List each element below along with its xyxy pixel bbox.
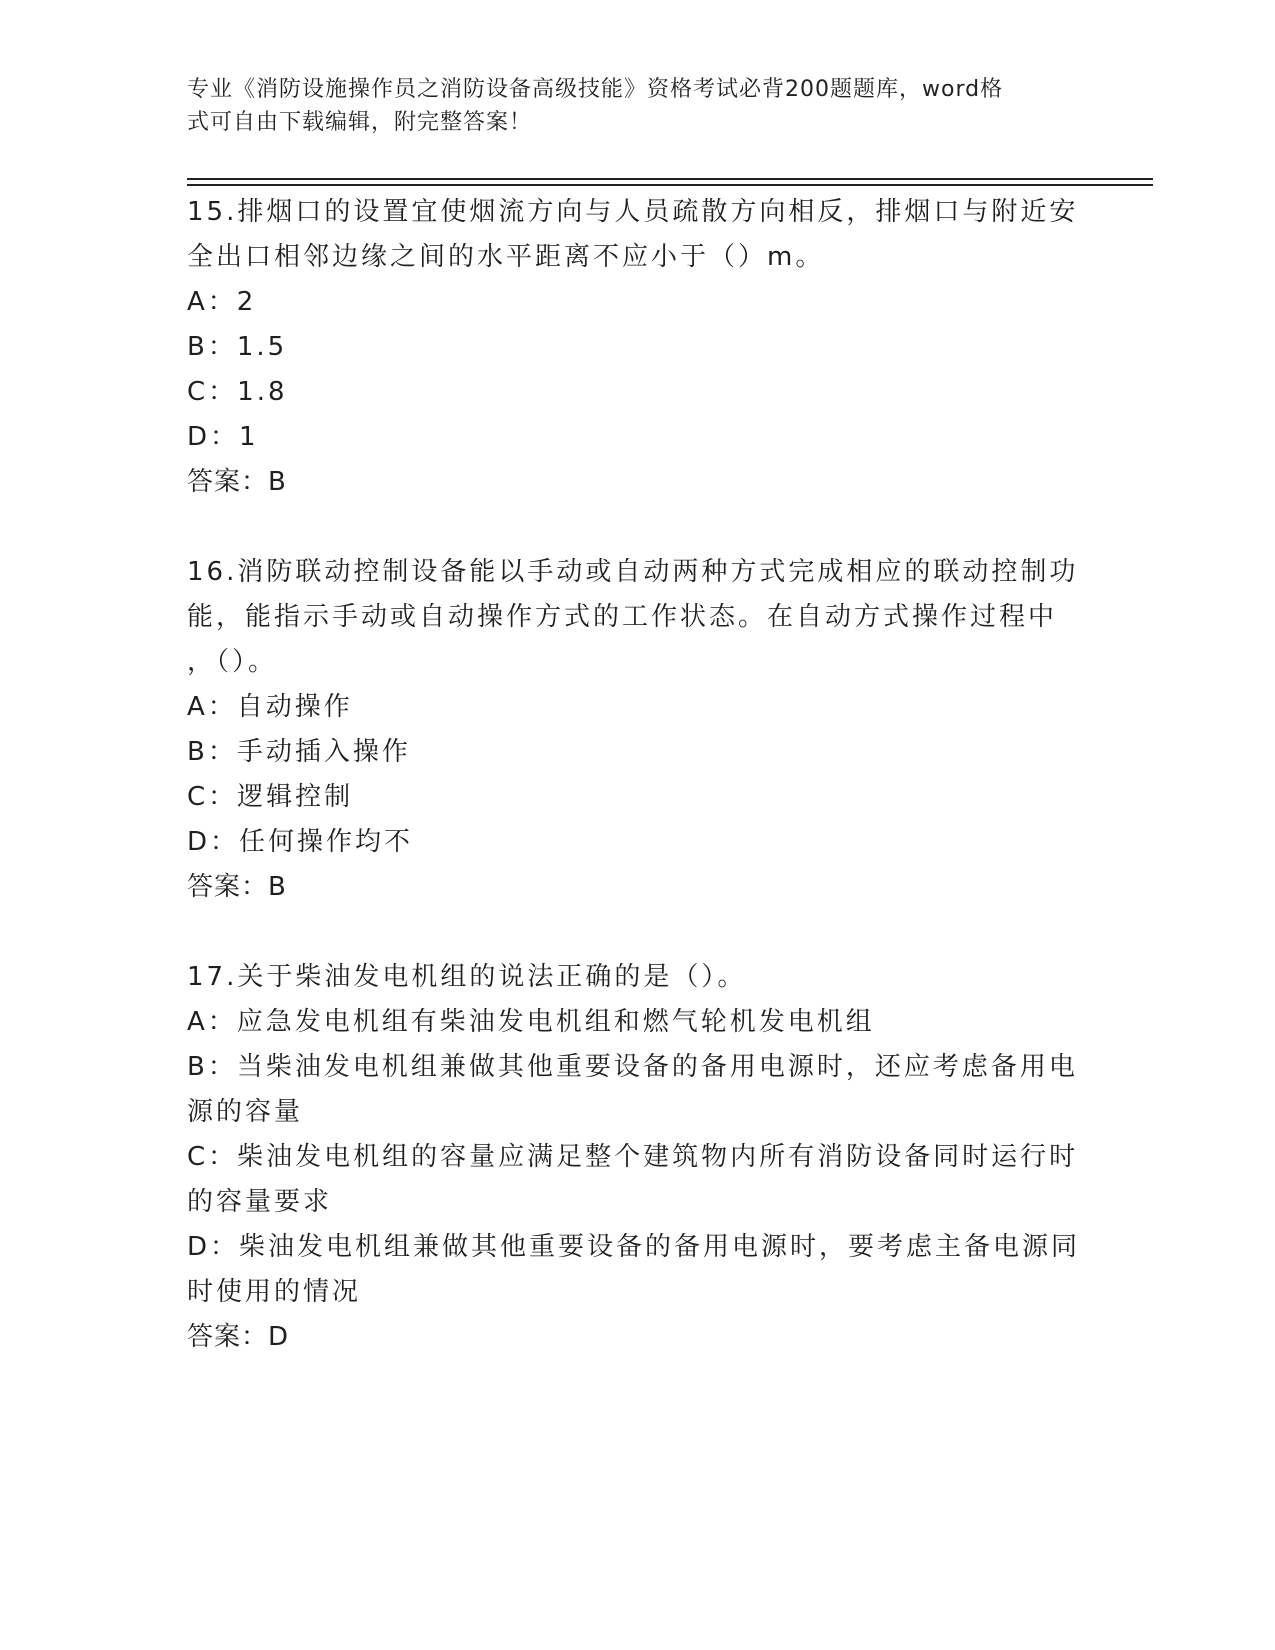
option-b: B：1.5 [187, 332, 288, 362]
header-divider-top [187, 178, 1153, 180]
question-15 [187, 190, 1087, 505]
header-line-2: 式可自由下载编辑，附完整答案！ [187, 110, 533, 135]
answer-line: 答案：B [187, 872, 287, 902]
answer-line: 答案：D [187, 1322, 290, 1352]
option-b: B：当柴油发电机组兼做其他重要设备的备用电源时，还应考虑备用电 [187, 1052, 1078, 1082]
question-spacer [187, 505, 1087, 550]
header-line-1: 专业《消防设施操作员之消防设备高级技能》资格考试必背200题题库，word格 [187, 77, 1004, 102]
option-d: D：1 [187, 422, 259, 452]
option-c-continued: 的容量要求 [187, 1187, 333, 1217]
option-a: A：应急发电机组有柴油发电机组和燃气轮机发电机组 [187, 1007, 875, 1037]
option-b: B：手动插入操作 [187, 737, 411, 767]
option-d-continued: 时使用的情况 [187, 1277, 362, 1307]
option-a: A：2 [187, 287, 257, 317]
option-a: A：自动操作 [187, 692, 353, 722]
question-stem-line: 15.排烟口的设置宜使烟流方向与人员疏散方向相反，排烟口与附近安 [187, 197, 1079, 227]
option-c: C：柴油发电机组的容量应满足整个建筑物内所有消防设备同时运行时 [187, 1142, 1079, 1172]
option-c: C：1.8 [187, 377, 288, 407]
question-list [187, 190, 1087, 1360]
question-stem-line: 16.消防联动控制设备能以手动或自动两种方式完成相应的联动控制功 [187, 557, 1079, 587]
question-17 [187, 955, 1087, 1360]
question-stem-line: 能，能指示手动或自动操作方式的工作状态。在自动方式操作过程中 [187, 602, 1058, 632]
question-stem-line: 17.关于柴油发电机组的说法正确的是（）。 [187, 962, 747, 992]
header-divider-bottom [187, 184, 1153, 186]
question-16 [187, 550, 1087, 910]
question-stem-line: 全出口相邻边缘之间的水平距离不应小于（）m。 [187, 242, 825, 272]
document-header [187, 73, 1067, 139]
option-d: D：柴油发电机组兼做其他重要设备的备用电源时，要考虑主备电源同 [187, 1232, 1081, 1262]
question-stem-line: ，（）。 [187, 647, 278, 677]
option-d: D：任何操作均不 [187, 827, 414, 857]
answer-line: 答案：B [187, 467, 287, 497]
option-b-continued: 源的容量 [187, 1097, 304, 1127]
option-c: C：逻辑控制 [187, 782, 354, 812]
question-spacer [187, 910, 1087, 955]
